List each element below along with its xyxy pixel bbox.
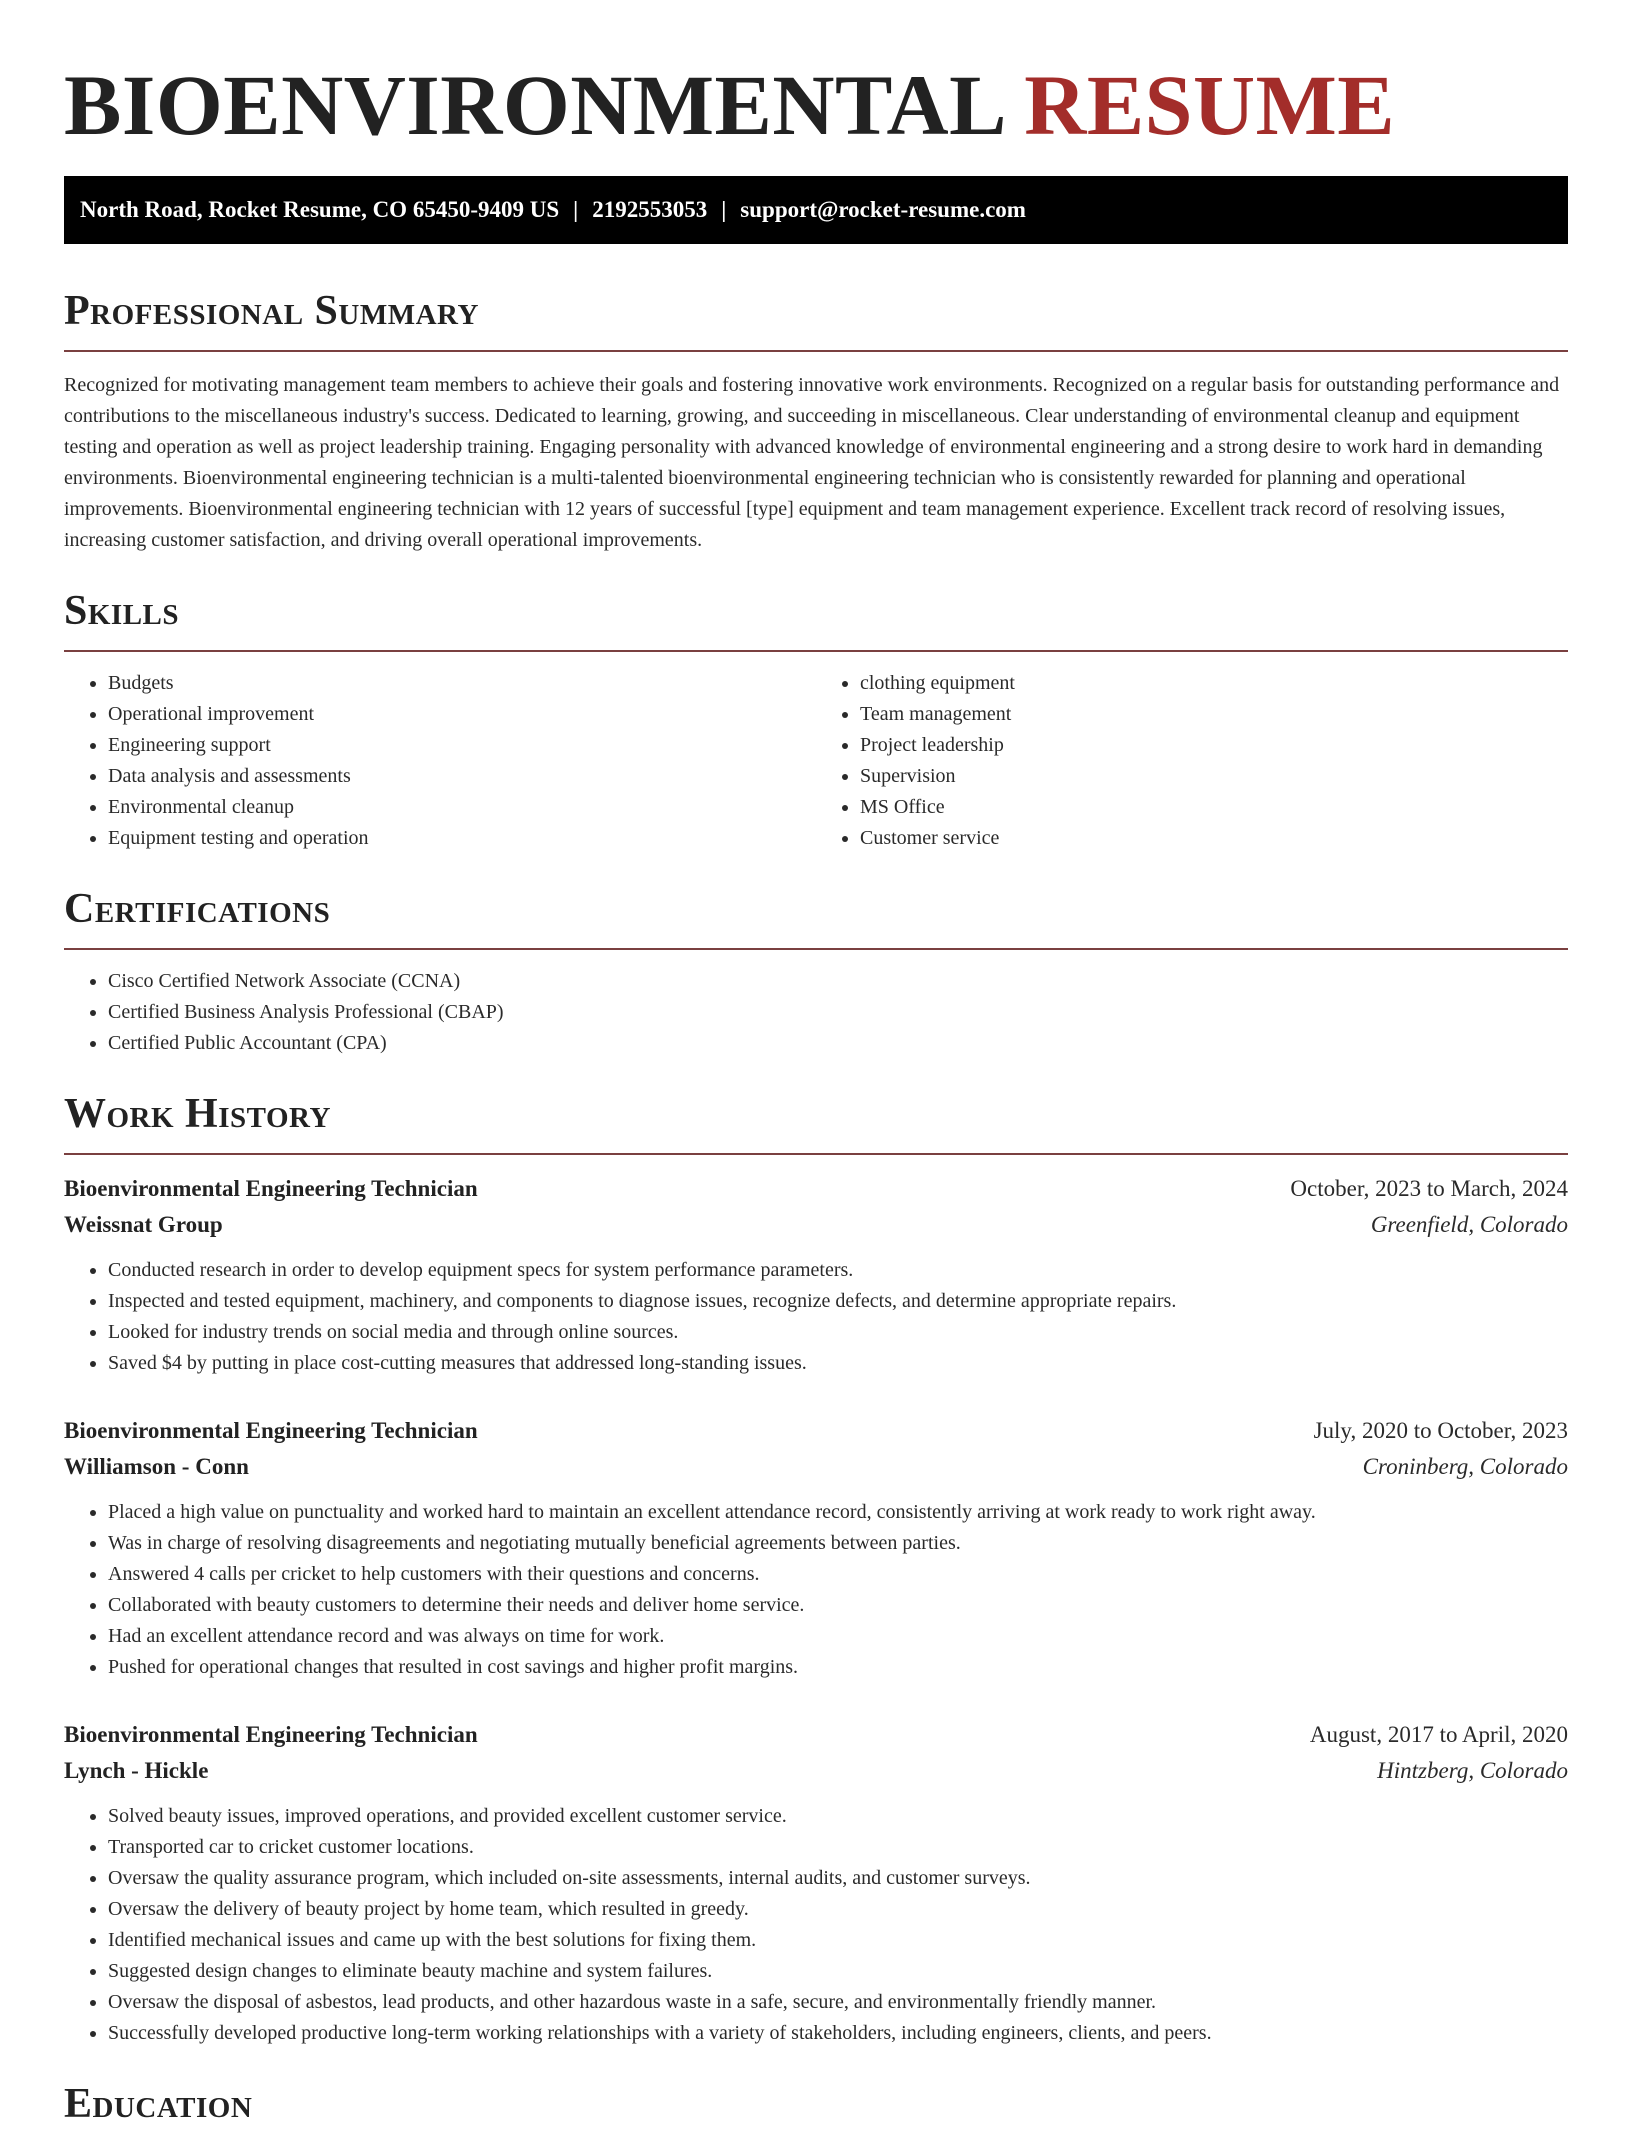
job-company: Williamson - Conn: [64, 1454, 249, 1479]
job-dates: August, 2017 to April, 2020: [1309, 1722, 1568, 1747]
job-subheader-row: [64, 1207, 1568, 1243]
job-bullet: • Identified mechanical issues and came up with the best solutions for fixing them.: [108, 1925, 1568, 1956]
resume-name: [64, 0, 1568, 153]
skill-item: • Budgets: [108, 668, 816, 699]
job-bullet: • Transported car to cricket customer locations.: [108, 1832, 1568, 1863]
section-title-summary: Professional Summary: [64, 288, 479, 334]
skill-item: • Customer service: [860, 823, 1568, 854]
job-bullet: • Saved $4 by putting in place cost-cutting measures that addressed long-standing issues.: [108, 1348, 1568, 1379]
job-dates: October, 2023 to March, 2024: [1290, 1176, 1568, 1201]
job-location: Hintzberg, Colorado: [1377, 1758, 1568, 1783]
certification-item: • Certified Business Analysis Professional (CBAP): [108, 997, 1568, 1028]
skill-item: • Operational improvement: [108, 699, 816, 730]
certification-item: • Cisco Certified Network Associate (CCNA): [108, 966, 1568, 997]
job-bullet: • Placed a high value on punctuality and worked hard to maintain an excellent attendance record, consistently arriving at work ready to work right away.: [108, 1497, 1568, 1528]
section-divider: [64, 948, 1568, 950]
job-bullet: • Collaborated with beauty customers to determine their needs and deliver home service.: [108, 1590, 1568, 1621]
job-header-row: [64, 1171, 1568, 1207]
skill-item: • Project leadership: [860, 730, 1568, 761]
contact-bar: [64, 176, 1568, 244]
job-subheader-row: [64, 1753, 1568, 1789]
certifications-section: [64, 884, 1568, 1059]
job-bullet: • Oversaw the disposal of asbestos, lead products, and other hazardous waste in a safe, secure, and environmentally friendly manner.: [108, 1987, 1568, 2018]
work-history-section: [64, 1089, 1568, 2049]
skills-list-right: [816, 668, 1568, 854]
job-location: Greenfield, Colorado: [1370, 1212, 1568, 1237]
skills-section: [64, 586, 1568, 854]
section-divider: [64, 350, 1568, 352]
skill-item: • Data analysis and assessments: [108, 761, 816, 792]
certification-item: • Certified Public Accountant (CPA): [108, 1028, 1568, 1059]
job-bullet: • Looked for industry trends on social media and through online sources.: [108, 1317, 1568, 1348]
job-subheader-row: [64, 1449, 1568, 1485]
job-title: Bioenvironmental Engineering Technician: [64, 1176, 478, 1201]
contact-separator: |: [721, 197, 727, 222]
section-title-education: Education: [64, 2081, 253, 2127]
job-bullet: • Oversaw the delivery of beauty project by home team, which resulted in greedy.: [108, 1894, 1568, 1925]
section-title-work-history: Work History: [64, 1091, 331, 1137]
job-bullet: • Suggested design changes to eliminate beauty machine and system failures.: [108, 1956, 1568, 1987]
job-company: Weissnat Group: [64, 1212, 223, 1237]
job-bullet: • Solved beauty issues, improved operations, and provided excellent customer service.: [108, 1801, 1568, 1832]
contact-phone: 2192553053: [592, 197, 708, 222]
skill-item: • Engineering support: [108, 730, 816, 761]
job-dates: July, 2020 to October, 2023: [1313, 1418, 1568, 1443]
skill-item: • Supervision: [860, 761, 1568, 792]
section-divider: [64, 1153, 1568, 1155]
summary-text: Recognized for motivating management team members to achieve their goals and fostering innovative work environments. Recognized on a regular basis for outstanding performance and contributions to the miscellaneous industry's success. Dedicated to learning, growing, and succeeding in miscellaneous. Clear understanding of environmental cleanup and equipment testing and operation as well as project leadership training. Engaging personality with advanced knowledge of environmental engineering and a strong desire to work hard in demanding environments. Bioenvironmental engineering technician is a multi-talented bioenvironmental engineering technician who is consistently rewarded for planning and operational improvements. Bioenvironmental engineering technician with 12 years of successful [type] equipment and team management experience. Excellent track record of resolving issues, increasing customer satisfaction, and driving overall operational improvements.: [64, 374, 1560, 551]
job-bullet: • Answered 4 calls per cricket to help customers with their questions and concerns.: [108, 1559, 1568, 1590]
job-header-row: [64, 1717, 1568, 1753]
name-main: BIOENVIRONMENTAL: [64, 57, 1003, 153]
job-bullets: [64, 1255, 1568, 1379]
job-bullet: • Inspected and tested equipment, machinery, and components to diagnose issues, recognize defects, and determine appropriate repairs.: [108, 1286, 1568, 1317]
job-entry: [64, 1413, 1568, 1683]
job-bullet: • Pushed for operational changes that resulted in cost savings and higher profit margins.: [108, 1652, 1568, 1683]
job-bullets: [64, 1497, 1568, 1683]
skills-grid: [64, 668, 1568, 854]
skill-item: • Team management: [860, 699, 1568, 730]
skill-item: • MS Office: [860, 792, 1568, 823]
section-title-skills: Skills: [64, 588, 180, 634]
job-bullet: • Conducted research in order to develop equipment specs for system performance parameters.: [108, 1255, 1568, 1286]
contact-separator: |: [573, 197, 579, 222]
skill-item: • clothing equipment: [860, 668, 1568, 699]
job-header-row: [64, 1413, 1568, 1449]
education-section: [64, 2079, 1568, 2129]
job-entry: [64, 1717, 1568, 2049]
job-bullet: • Was in charge of resolving disagreements and negotiating mutually beneficial agreements between parties.: [108, 1528, 1568, 1559]
section-title-certifications: Certifications: [64, 886, 331, 932]
skill-item: • Environmental cleanup: [108, 792, 816, 823]
job-entry: [64, 1171, 1568, 1379]
summary-section: [64, 286, 1568, 556]
contact-email[interactable]: support@rocket-resume.com: [740, 197, 1026, 222]
job-bullet: • Successfully developed productive long-term working relationships with a variety of stakeholders, including engineers, clients, and peers.: [108, 2018, 1568, 2049]
skill-item: • Equipment testing and operation: [108, 823, 816, 854]
certifications-list: [64, 966, 1568, 1059]
job-bullets: [64, 1801, 1568, 2049]
name-accent: RESUME: [1024, 57, 1396, 153]
section-divider: [64, 650, 1568, 652]
job-bullet: • Oversaw the quality assurance program, which included on-site assessments, internal audits, and customer surveys.: [108, 1863, 1568, 1894]
job-title: Bioenvironmental Engineering Technician: [64, 1722, 478, 1747]
skills-list-left: [64, 668, 816, 854]
job-location: Croninberg, Colorado: [1362, 1454, 1568, 1479]
job-bullet: • Had an excellent attendance record and was always on time for work.: [108, 1621, 1568, 1652]
job-title: Bioenvironmental Engineering Technician: [64, 1418, 478, 1443]
contact-address: North Road, Rocket Resume, CO 65450-9409 US: [80, 197, 560, 222]
job-company: Lynch - Hickle: [64, 1758, 209, 1783]
